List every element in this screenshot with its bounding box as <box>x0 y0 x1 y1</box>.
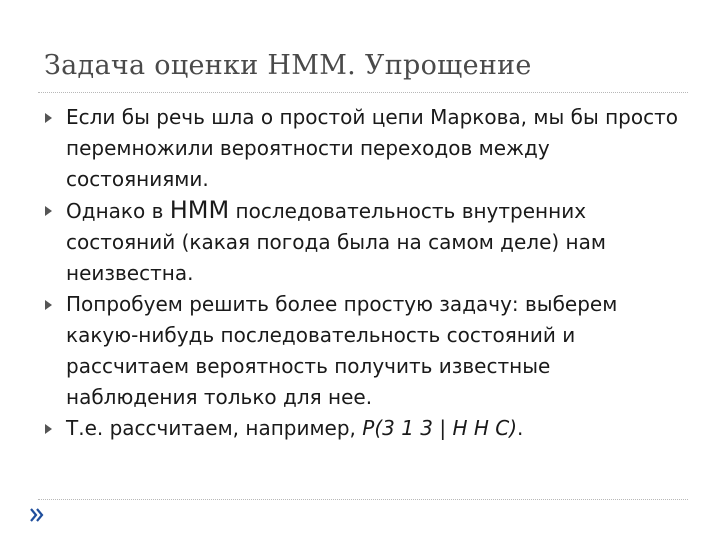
bullet-text-after: . <box>517 416 524 440</box>
bullet-item <box>44 195 684 289</box>
bullet-text: Если бы речь шла о простой цепи Маркова, мы бы просто перемножили вероятности переходов между состояниями. <box>66 105 678 191</box>
bullet-text-after: последовательность внутренних состояний (какая погода была на самом деле) нам неизвестна. <box>66 199 606 285</box>
bullet-item <box>44 289 684 413</box>
bullet-text-before: Т.е. рассчитаем, например, <box>66 416 363 440</box>
bullet-item <box>44 102 684 195</box>
triangle-bullet-icon <box>45 424 52 434</box>
math-expression: P(3 1 3 | H H C) <box>362 416 518 440</box>
footer-divider <box>38 499 688 500</box>
bullet-list <box>44 102 684 444</box>
title-divider <box>38 92 688 93</box>
bullet-text: Попробуем решить более простую задачу: выберем какую-нибудь последовательность состояний и рассчитаем вероятность получить известные наблюдения только для нее. <box>66 292 618 409</box>
triangle-bullet-icon <box>45 113 52 123</box>
hmm-term: НММ <box>169 196 230 224</box>
triangle-bullet-icon <box>45 206 52 216</box>
bullet-text-before: Однако в <box>66 199 170 223</box>
slide-title: Задача оценки НММ. Упрощение <box>44 50 532 81</box>
bullet-item <box>44 413 684 444</box>
double-chevron-icon[interactable] <box>28 505 44 525</box>
triangle-bullet-icon <box>45 300 52 310</box>
